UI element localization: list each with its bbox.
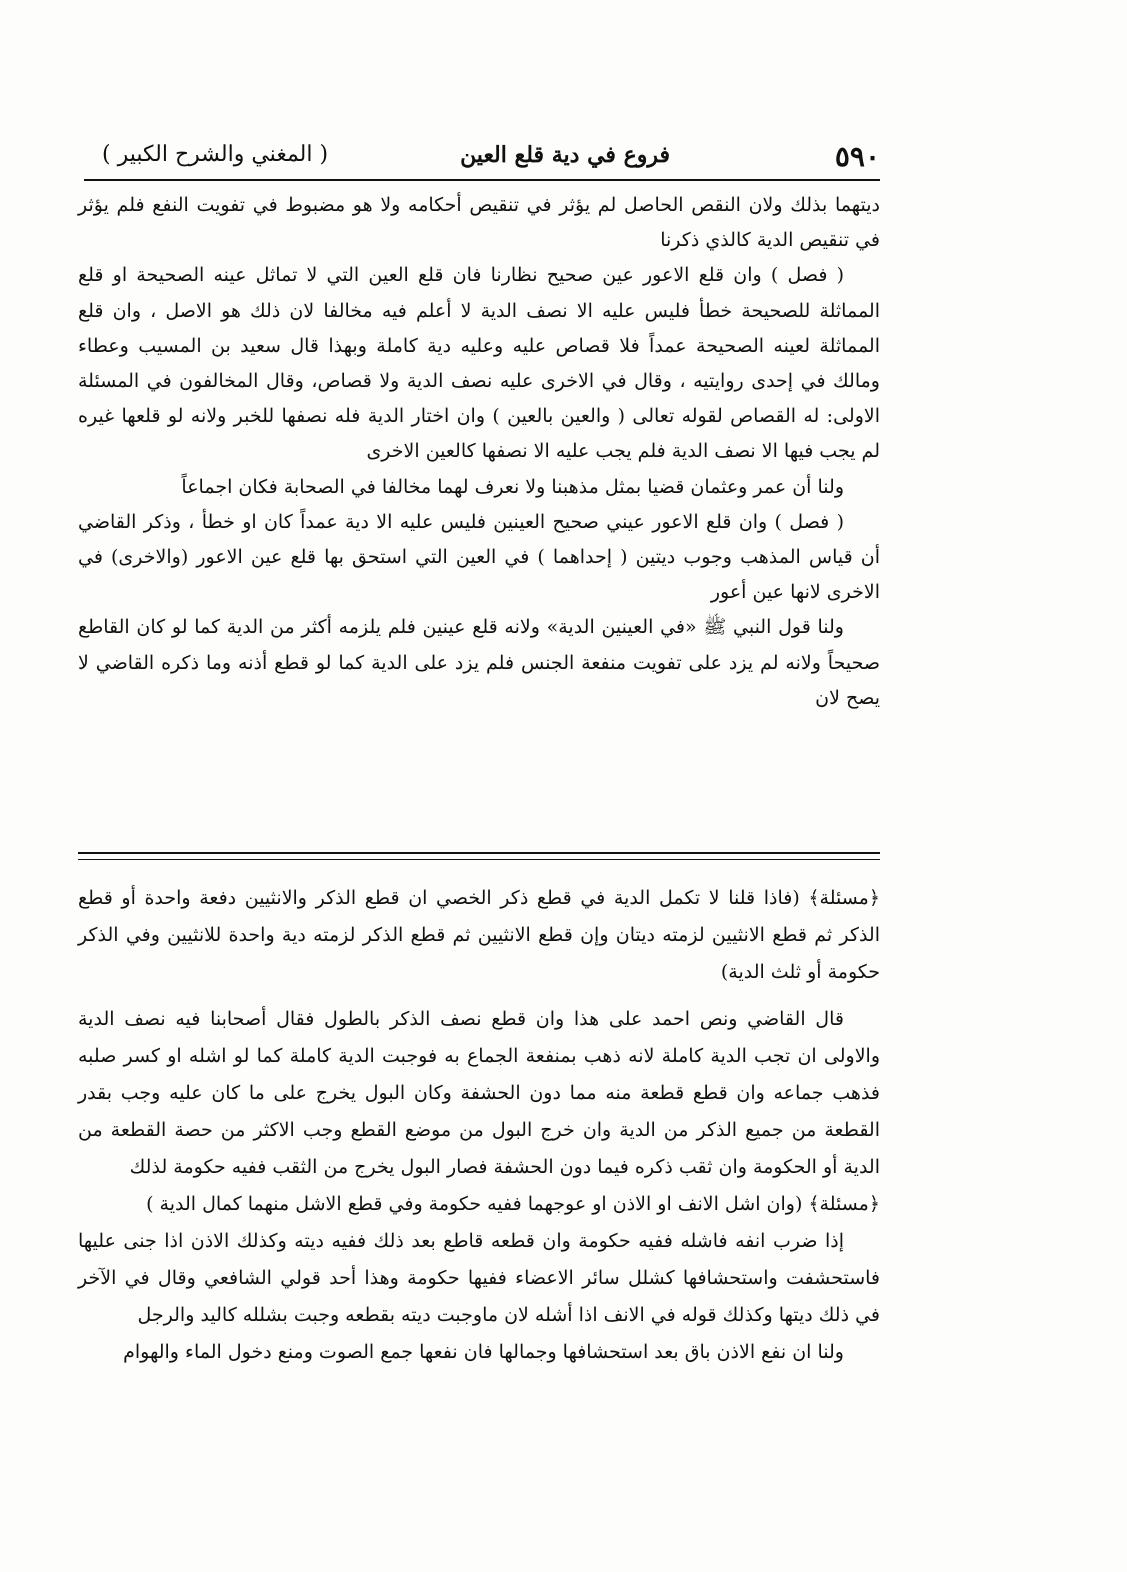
running-header: [84, 140, 880, 174]
commentary-paragraph-2: قال القاضي ونص احمد على هذا وان قطع نصف الذكر بالطول فقال أصحابنا فيه نصف الدية والاولى ان تجب الدية كاملة لانه ذهب بمنفعة الجماع به فوجبت الدية كاملة كما لو اشله او كسر صلبه فذهب جماعه وان قطع قطعة منه مما دون الحشفة وكان البول يخرج على ما كان عليه وجب بقدر القطعة من جميع الذكر من الدية وان خرج البول من موضع القطع وجب الاكثر من حصة القطعة من الدية أو الحكومة وان ثقب ذكره فيما دون الحشفة فصار البول يخرج من الثقب ففيه حكومة لذلك: [78, 1008, 880, 1178]
main-paragraph-4: ( فصل ) وان قلع الاعور عيني صحيح العينين فليس عليه الا دية عمداً كان او خطأ ، وذكر القاضي أن قياس المذهب وجوب ديتين ( إحداهما ) في العين التي استحق بها قلع عين الاعور (والاخرى) في الاخرى لانها عين أعور: [78, 510, 880, 604]
section-divider: [78, 852, 880, 860]
main-text: [78, 188, 880, 716]
commentary-paragraph-4: إذا ضرب انفه فاشله ففيه حكومة وان قطعه قاطع بعد ذلك ففيه ديته وكذلك الاذن اذا جنى عليها فاستحشفت واستحشافها كشلل سائر الاعضاء ففيها حكومة وهذا أحد قولي الشافعي وقال في الآخر في ذلك ديتها وكذلك قوله في الانف اذا أشله لان ماوجبت ديته بقطعه وجبت بشلله كاليد والرجل: [78, 1230, 880, 1326]
main-paragraph-2: ( فصل ) وان قلع الاعور عين صحيح نظارنا فان قلع العين التي لا تماثل عينه الصحيحة او قلع المماثلة للصحيحة خطأ فليس عليه الا نصف الدية لا أعلم فيه مخالفا لان ذلك هو الاصل ، وان قلع المماثلة لعينه الصحيحة عمداً فلا قصاص عليه وعليه دية كاملة وبهذا قال سعيد بن المسيب وعطاء ومالك في إحدى روايتيه ، وقال في الاخرى عليه نصف الدية ولا قصاص، وقال المخالفون في المسئلة الاولى: له القصاص لقوله تعالى ( والعين بالعين ) وان اختار الدية فله نصفها للخبر ولانه لو قلعها غيره لم يجب فيها الا نصف الدية فلم يجب عليه الا نصفها كالعين الاخرى: [78, 264, 880, 463]
commentary-paragraph-5: ولنا ان نفع الاذن باق بعد استحشافها وجمالها فان نفعها جمع الصوت ومنع دخول الماء والهوام: [123, 1341, 844, 1363]
commentary-paragraph-3: ﴿مسئلة﴾ (وان اشل الانف او الاذن او عوجهما ففيه حكومة وفي قطع الاشل منهما كمال الدية ): [146, 1193, 880, 1215]
page-number: ٥٩٠: [834, 140, 880, 173]
book-title: ( المغني والشرح الكبير ): [102, 142, 329, 167]
header-rule: [84, 179, 880, 181]
main-paragraph-1: ديتهما بذلك ولان النقص الحاصل لم يؤثر في تنقيص أحكامه ولا هو مضبوط في تفويت النفع فلم يؤثر في تنقيص الدية كالذي ذكرنا: [78, 194, 880, 252]
main-paragraph-3: ولنا أن عمر وعثمان قضيا بمثل مذهبنا ولا نعرف لهما مخالفا في الصحابة فكان اجماعاً: [181, 475, 844, 498]
commentary-paragraph-1: ﴿مسئلة﴾ (فاذا قلنا لا تكمل الدية في قطع ذكر الخصي ان قطع الذكر والانثيين دفعة واحدة أو قطع الذكر ثم قطع الانثيين لزمته ديتان وإن قطع الانثيين ثم قطع الذكر لزمته دية واحدة للانثيين وفي الذكر حكومة أو ثلث الدية): [78, 887, 880, 983]
section-title: فروع في دية قلع العين: [460, 142, 670, 168]
commentary-text: [78, 880, 880, 1371]
main-paragraph-5: ولنا قول النبي ﷺ «في العينين الدية» ولانه قلع عينين فلم يلزمه أكثر من الدية كما لو كان القاطع صحيحاً ولانه لم يزد على تفويت منفعة الجنس فلم يزد على الدية كما لو قطع أذنه وما ذكره القاضي لا يصح لان: [78, 616, 880, 709]
